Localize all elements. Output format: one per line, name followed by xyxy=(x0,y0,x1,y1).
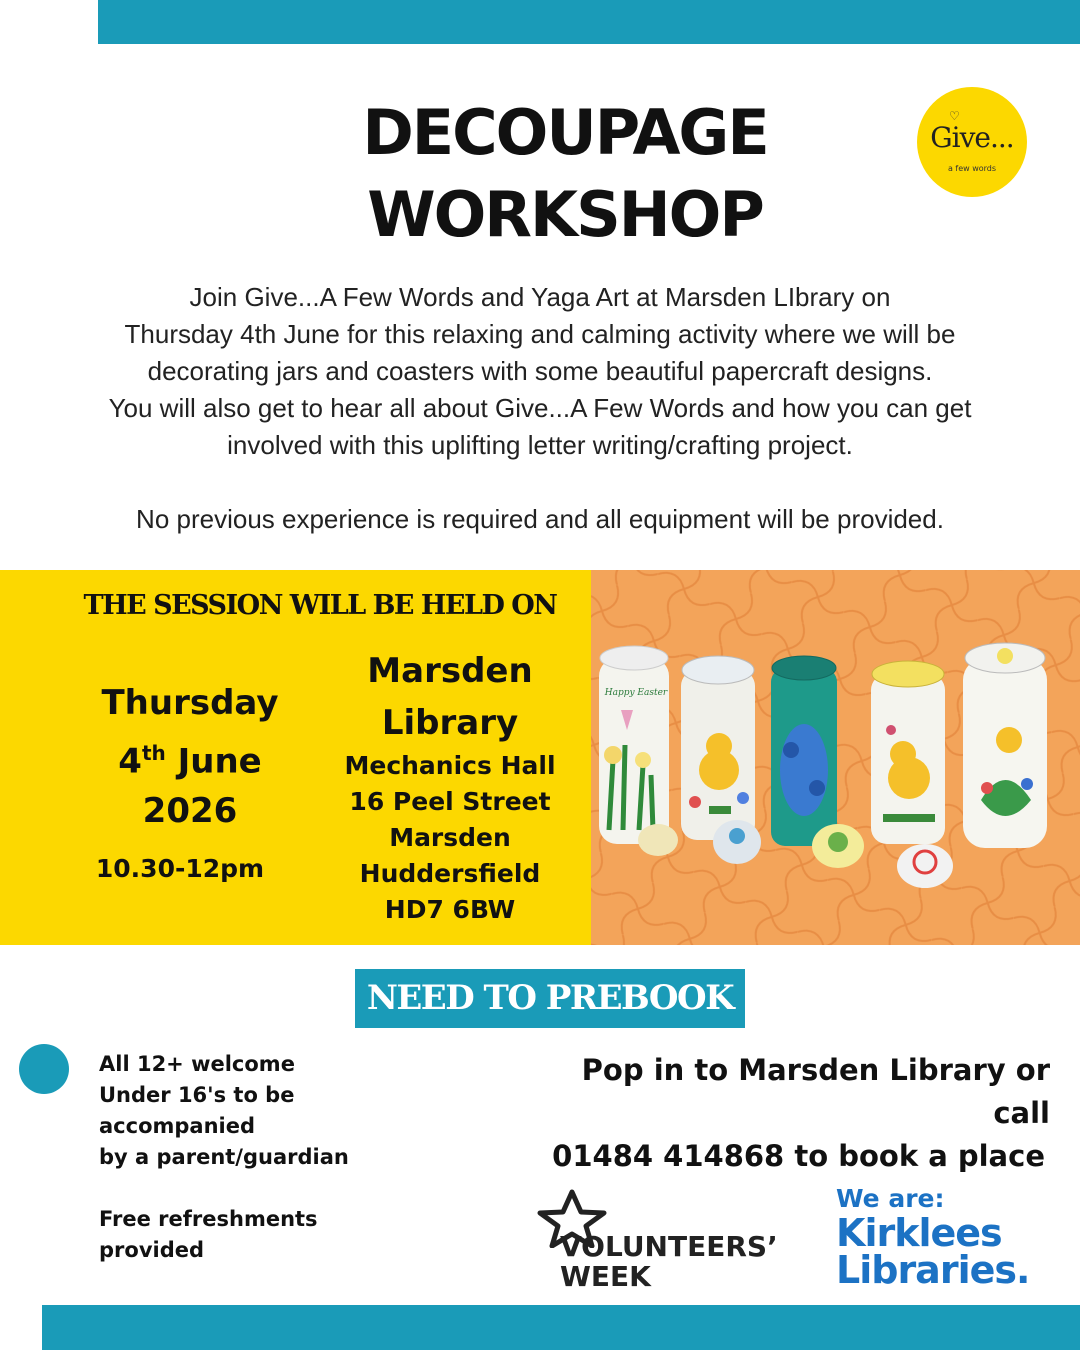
prebook-banner: NEED TO PREBOOK xyxy=(355,969,745,1028)
kirklees-we-are: We are: xyxy=(836,1184,945,1213)
note-line: All 12+ welcome xyxy=(99,1052,295,1076)
booking-line-2: call xyxy=(993,1096,1050,1130)
session-day-month xyxy=(60,728,320,786)
jar-5 xyxy=(963,643,1047,848)
intro-line: Join Give...A Few Words and Yaga Art at Marsden LIbrary on xyxy=(189,282,891,312)
address-line: 16 Peel Street xyxy=(349,787,551,816)
venue-line-2: Library xyxy=(381,703,519,743)
volunteers-line-2: WEEK xyxy=(560,1260,651,1293)
address-line: Huddersfield xyxy=(359,859,541,888)
intro-line: decorating jars and coasters with some beautiful papercraft designs. xyxy=(147,356,933,386)
booking-phone: 01484 414868 to book a place xyxy=(552,1139,1045,1173)
session-time: 10.30-12pm xyxy=(95,854,265,883)
spacer xyxy=(20,464,1060,501)
booking-instructions xyxy=(540,1049,1050,1135)
booking-line-1: Pop in to Marsden Library or xyxy=(581,1053,1050,1087)
venue-line-1: Marsden xyxy=(367,651,533,691)
date-suffix: th xyxy=(141,741,166,765)
attendance-notes xyxy=(99,1049,399,1266)
volunteers-line-1: VOLUNTEERS’ xyxy=(560,1230,778,1263)
note-line: Under 16's to be xyxy=(99,1083,295,1107)
intro-text xyxy=(20,279,1060,538)
give-logo-tagline: a few words xyxy=(947,164,997,173)
jar-3 xyxy=(771,656,837,846)
address-line: Marsden xyxy=(389,823,511,852)
jar-2 xyxy=(681,656,755,840)
session-date xyxy=(60,678,320,836)
note-line: by a parent/guardian xyxy=(99,1145,349,1169)
venue-name xyxy=(330,645,570,749)
intro-line: You will also get to hear all about Give...A Few Words and how you can get xyxy=(108,393,972,423)
jars-illustration xyxy=(591,570,1080,945)
note-line: provided xyxy=(99,1238,205,1262)
kirklees-line-1: Kirklees xyxy=(836,1211,1002,1255)
session-year: 2026 xyxy=(142,791,238,832)
top-decorative-bar xyxy=(98,0,1080,44)
session-day: Thursday xyxy=(101,683,279,723)
bottom-decorative-bar xyxy=(42,1305,1080,1350)
intro-line: Thursday 4th June for this relaxing and calming activity where we will be xyxy=(124,319,956,349)
address-line: HD7 6BW xyxy=(384,895,516,924)
intro-line: No previous experience is required and all equipment will be provided. xyxy=(136,504,944,534)
give-a-few-words-logo xyxy=(917,87,1027,197)
note-line: accompanied xyxy=(99,1114,256,1138)
date-month: June xyxy=(165,741,262,782)
kirklees-libraries-logo xyxy=(836,1183,1030,1292)
title-line-2: WORKSHOP xyxy=(367,178,763,251)
note-line: Free refreshments xyxy=(99,1207,318,1231)
decorative-dot xyxy=(19,1044,69,1094)
page-title xyxy=(300,92,830,256)
kirklees-line-2: Libraries. xyxy=(836,1248,1030,1292)
jar-label: Happy Easter xyxy=(604,688,668,698)
session-heading: THE SESSION WILL BE HELD ON xyxy=(83,590,557,621)
venue-address xyxy=(330,748,570,928)
jar-1 xyxy=(599,646,669,844)
jar-4 xyxy=(871,661,945,844)
decoupage-jars-photo xyxy=(591,570,1080,945)
date-number: 4 xyxy=(118,741,142,782)
intro-line: involved with this uplifting letter writing/crafting project. xyxy=(227,430,853,460)
heart-icon: ♡ xyxy=(949,109,960,123)
spacer xyxy=(99,1173,399,1204)
address-line: Mechanics Hall xyxy=(344,751,556,780)
give-logo-text: Give... xyxy=(930,121,1014,154)
volunteers-week-text xyxy=(560,1232,778,1292)
title-line-1: DECOUPAGE xyxy=(362,96,768,169)
